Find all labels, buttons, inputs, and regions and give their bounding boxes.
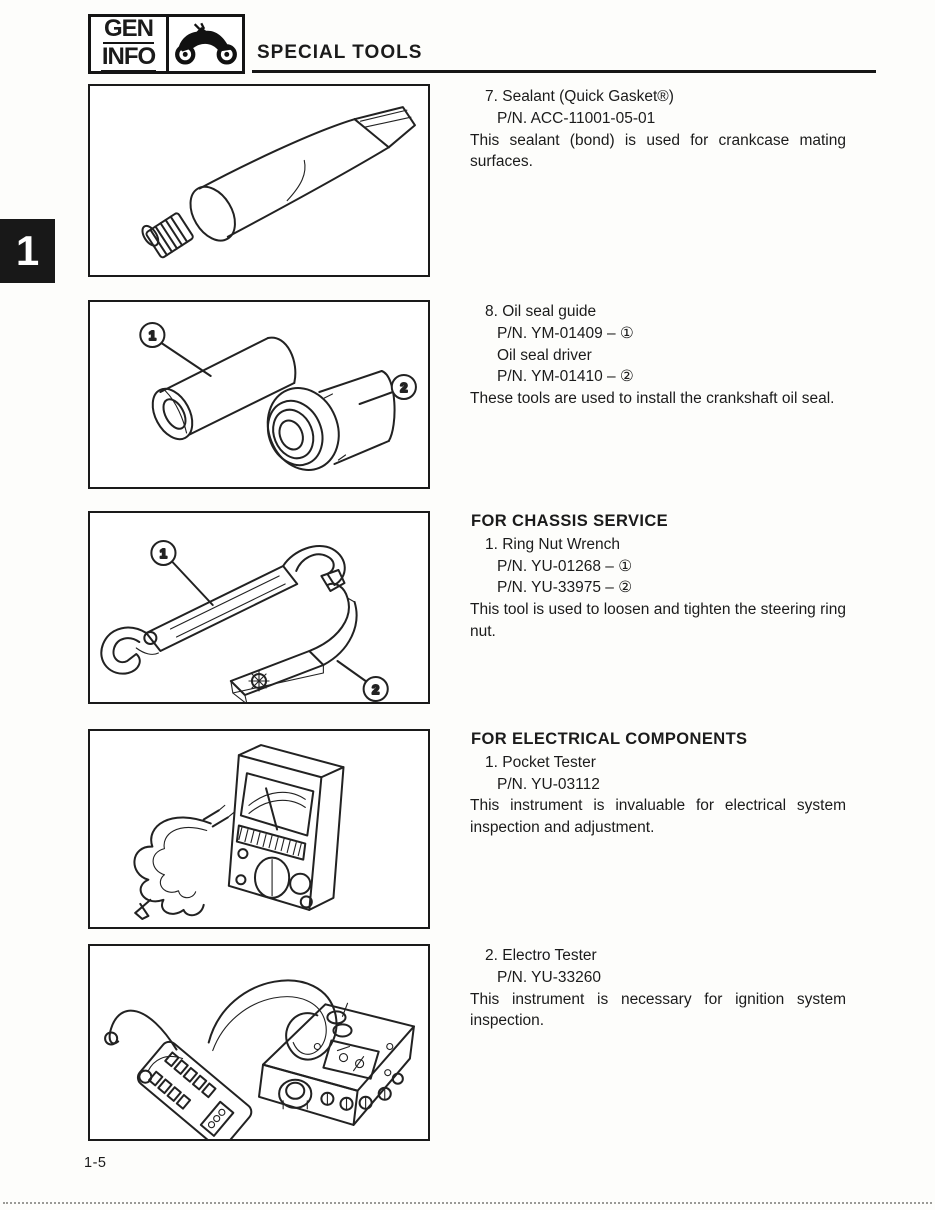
tube-cap	[145, 212, 193, 258]
section-body: This instrument is invaluable for electrical system inspection and adjustment.	[470, 797, 846, 837]
tester-front-face	[259, 1065, 358, 1125]
callout-2-number: 2	[372, 682, 380, 697]
tube-bottom-edge	[228, 147, 389, 236]
figure-oil-seal-tools	[88, 300, 430, 489]
title-underline	[252, 70, 876, 73]
guide-top-edge	[160, 338, 268, 392]
section-electrical-components	[470, 729, 846, 839]
wrench2-handle	[231, 651, 324, 695]
wrench2-hook-inner	[323, 602, 356, 665]
tester-top-face	[263, 1004, 414, 1090]
oil-seal-guide-and-driver-drawing	[90, 302, 428, 487]
item-subtitle: Oil seal driver	[497, 346, 592, 364]
item-title: 1. Pocket Tester	[485, 753, 596, 771]
meter-side-face	[309, 767, 343, 910]
driver-top-edge	[319, 371, 381, 392]
section-chassis-service	[470, 511, 846, 643]
wrench2-hook-outer	[309, 584, 349, 651]
part-number: P/N. YU-33260	[497, 968, 601, 986]
section-body: This sealant (bond) is used for crankcase mating surfaces.	[470, 131, 846, 171]
part-number: P/N. YU-03112	[497, 775, 600, 793]
page-title: SPECIAL TOOLS	[257, 42, 423, 63]
figure-ring-nut-wrench	[88, 511, 430, 704]
guide-open-end	[145, 382, 201, 446]
item-title: 1. Ring Nut Wrench	[485, 535, 620, 553]
item-title: 7. Sealant (Quick Gasket®)	[485, 88, 674, 105]
logo-line-info: INFO	[101, 43, 156, 70]
lead-clips	[135, 900, 150, 916]
lead-plugs	[204, 810, 228, 826]
guide-bottom-edge	[189, 383, 295, 435]
wire-left	[110, 1011, 177, 1050]
section-heading: FOR CHASSIS SERVICE	[471, 512, 669, 530]
adjust-knob	[290, 874, 310, 894]
gen-info-logo	[88, 14, 245, 74]
electro-tester-drawing	[90, 946, 428, 1139]
callout-1-number: 1	[159, 546, 168, 561]
logo-line-gen: GEN	[103, 15, 153, 42]
part-number: P/N. ACC-11001-05-01	[497, 109, 656, 127]
meter-top-face	[239, 745, 344, 777]
callout-1-number: 1	[148, 328, 157, 343]
page-number: 1-5	[84, 1155, 107, 1171]
tester-main-knob	[279, 1080, 311, 1108]
item-title: 8. Oil seal guide	[485, 303, 597, 320]
tube-top-edge	[200, 119, 355, 188]
lead-coil-outer	[134, 817, 210, 915]
section-body: This instrument is necessary for ignition system inspection.	[470, 990, 846, 1030]
figure-sealant-tube	[88, 84, 430, 277]
part-number: P/N. YM-01410 – ②	[497, 368, 634, 386]
callout-2-number: 2	[400, 380, 408, 395]
item-title: 2. Electro Tester	[485, 947, 597, 964]
wire-left2-eyelet	[139, 1071, 151, 1083]
chapter-tab: 1	[0, 219, 55, 283]
section-body: This tool is used to loosen and tighten the steering ring nut.	[470, 601, 846, 640]
remote-unit	[135, 1039, 255, 1139]
tester-panel	[323, 1040, 378, 1078]
section-oil-seal	[470, 301, 846, 410]
pocket-tester-drawing	[90, 731, 428, 927]
section-sealant	[470, 86, 846, 173]
section-heading: FOR ELECTRICAL COMPONENTS	[471, 730, 748, 748]
motorcycle-icon	[169, 17, 242, 71]
tester-side-face	[354, 1026, 414, 1125]
part-number: P/N. YU-01268 – ①	[497, 557, 633, 575]
part-number: P/N. YM-01409 – ①	[497, 324, 634, 342]
part-number: P/N. YU-33975 – ②	[497, 579, 633, 597]
wire-coil	[209, 980, 337, 1059]
ring-nut-wrench-drawing	[90, 513, 428, 702]
section-body: These tools are used to install the crankshaft oil seal.	[470, 390, 835, 408]
figure-electro-tester	[88, 944, 430, 1141]
sealant-tube-drawing	[90, 86, 428, 275]
guide-far-end	[268, 338, 295, 383]
gen-info-label	[91, 17, 169, 71]
section-electro-tester	[470, 945, 846, 1032]
tube-shoulder	[181, 179, 244, 249]
scan-edge-line	[3, 1202, 932, 1204]
driver-bottom-edge	[334, 441, 388, 464]
figure-pocket-tester	[88, 729, 430, 929]
